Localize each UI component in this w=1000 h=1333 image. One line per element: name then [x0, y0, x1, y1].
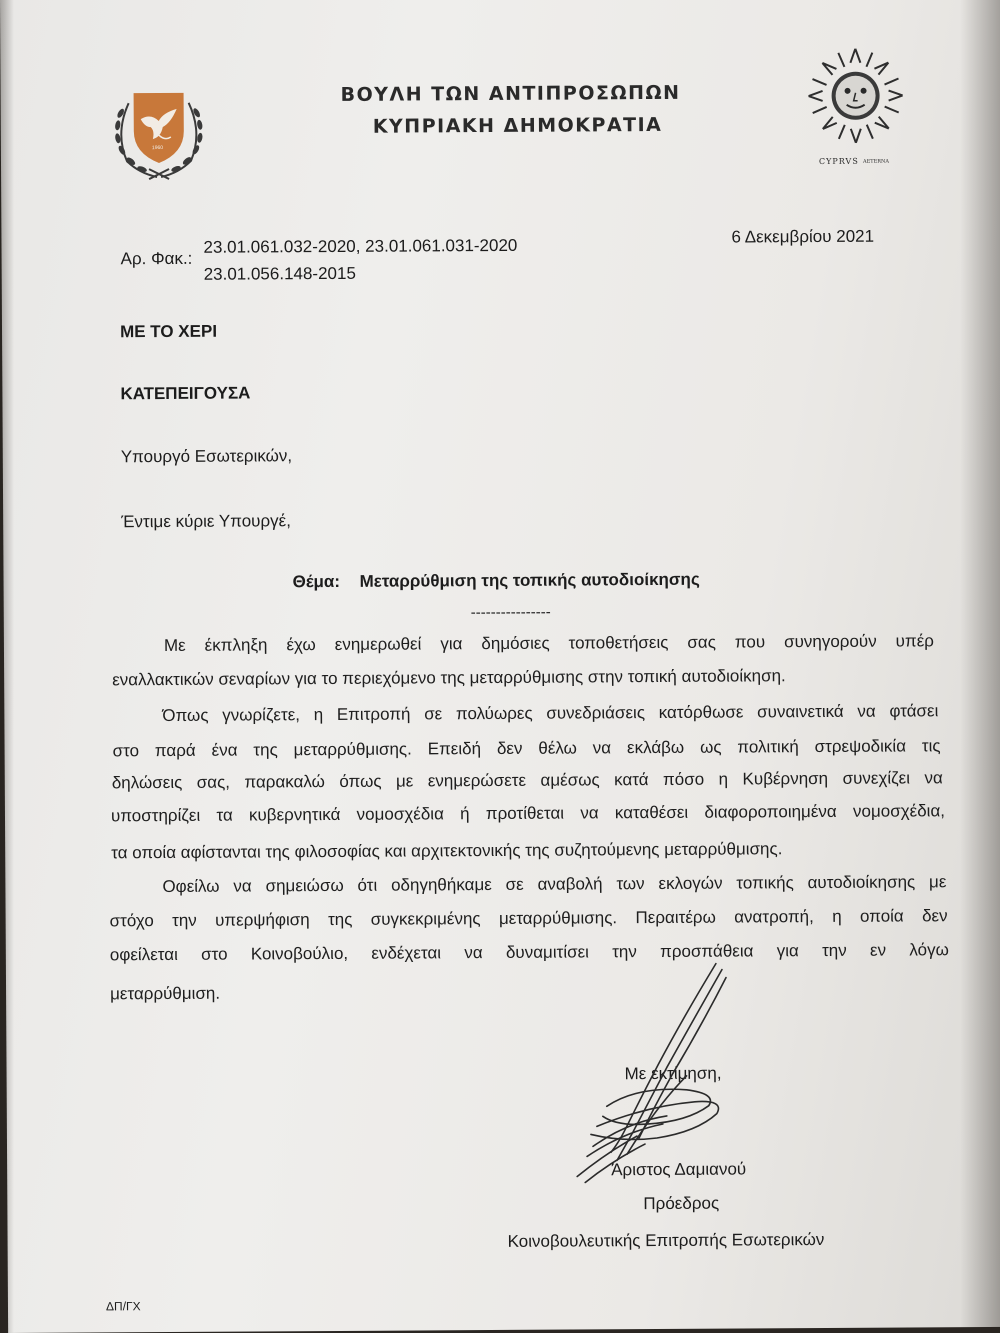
body-line-1: Με έκπληξη έχω ενημερωθεί για δημόσιες τοποθετήσεις σας που συνηγορούν υπέρ — [163, 631, 934, 656]
recipient: Υπουργό Εσωτερικών, — [120, 446, 293, 467]
parliament-title: ΒΟΥΛΗ ΤΩΝ ΑΝΤΙΠΡΟΣΩΠΩΝ — [340, 81, 681, 106]
body-line-2: εναλλακτικών σεναρίων για το περιεχόμενο της μεταρρύθμισης στην τοπική αυτοδιοίκηση. — [112, 666, 786, 690]
letter-date: 6 Δεκεμβρίου 2021 — [731, 226, 875, 247]
body-line-5: δηλώσεις σας, παρακαλώ όπως με ενημερώσετε αμέσως κατά πόσο η Κυβέρνηση συνεχίζει να — [111, 768, 943, 793]
cyprus-aeterna-sun-logo — [800, 40, 911, 151]
typist-initials: ΔΠ/ΓΧ — [105, 1299, 141, 1314]
file-reference-line-1: 23.01.061.032-2020, 23.01.061.031-2020 — [203, 235, 518, 257]
subject-text: Μεταρρύθμιση της τοπικής αυτοδιοίκησης — [359, 569, 700, 591]
signatory-title: Πρόεδρος — [643, 1193, 720, 1214]
body-line-8: Οφείλω να σημειώσω ότι οδηγηθήκαμε σε αναβολή των εκλογών τοπικής αυτοδιοίκησης με — [162, 872, 947, 897]
salutation: Έντιμε κύριε Υπουργέ, — [121, 511, 291, 532]
page-right-shadow — [960, 0, 1000, 1333]
body-line-10: οφείλεται στο Κοινοβούλιο, ενδέχεται να δυναμιτίσει την προσπάθεια για την εν λόγω — [109, 940, 949, 965]
signatory-name: Άριστος Δαμιανού — [611, 1159, 747, 1180]
body-line-3: Όπως γνωρίζετε, η Επιτροπή σε πολύωρες συνεδριάσεις κατόρθωσε συναινετικά να φτάσει — [162, 701, 939, 726]
subject-label: Θέμα: — [292, 571, 341, 592]
page-left-shadow — [0, 0, 14, 1333]
subject-underline: ---------------- — [470, 603, 551, 622]
logo-caption-small: AETERNA — [862, 158, 890, 165]
body-line-6: υποστηρίζει τα κυβερνητικά νομοσχέδια ή προτίθεται να καταθέσει διαφοροποιημένα νομοσχέδια, — [110, 801, 946, 826]
file-reference-label: Αρ. Φακ.: — [120, 248, 193, 269]
delivery-method: ΜΕ ΤΟ ΧΕΡΙ — [119, 321, 218, 342]
logo-caption: CYPRVS — [818, 156, 859, 166]
closing-phrase: Με εκτίμηση, — [624, 1063, 722, 1084]
republic-title: ΚΥΠΡΙΑΚΗ ΔΗΜΟΚΡΑΤΙΑ — [372, 113, 663, 138]
body-line-9: στόχο την υπερψήφιση της συγκεκριμένης μεταρρύθμισης. Περαιτέρω ανατροπή, η οποία δεν — [109, 906, 948, 931]
cyprus-coat-of-arms-emblem — [109, 83, 210, 184]
signatory-committee: Κοινοβουλευτικής Επιτροπής Εσωτερικών — [507, 1229, 825, 1251]
file-reference-line-2: 23.01.056.148-2015 — [203, 263, 356, 284]
emblem-year: 1960 — [151, 145, 164, 152]
handwritten-signature — [566, 955, 767, 1186]
body-line-11: μεταρρύθμιση. — [110, 983, 221, 1004]
body-line-7: τα οποία αφίστανται της φιλοσοφίας και αρχιτεκτονικής της συζητούμενης μεταρρύθμισης. — [111, 839, 783, 863]
urgency-marker: ΚΑΤΕΠΕΙΓΟΥΣΑ — [120, 383, 251, 404]
body-line-4: στο παρά ένα της μεταρρύθμισης. Επειδή δεν θέλω να εκλάβω ως πολιτική στρεψοδικία τις — [112, 736, 941, 761]
